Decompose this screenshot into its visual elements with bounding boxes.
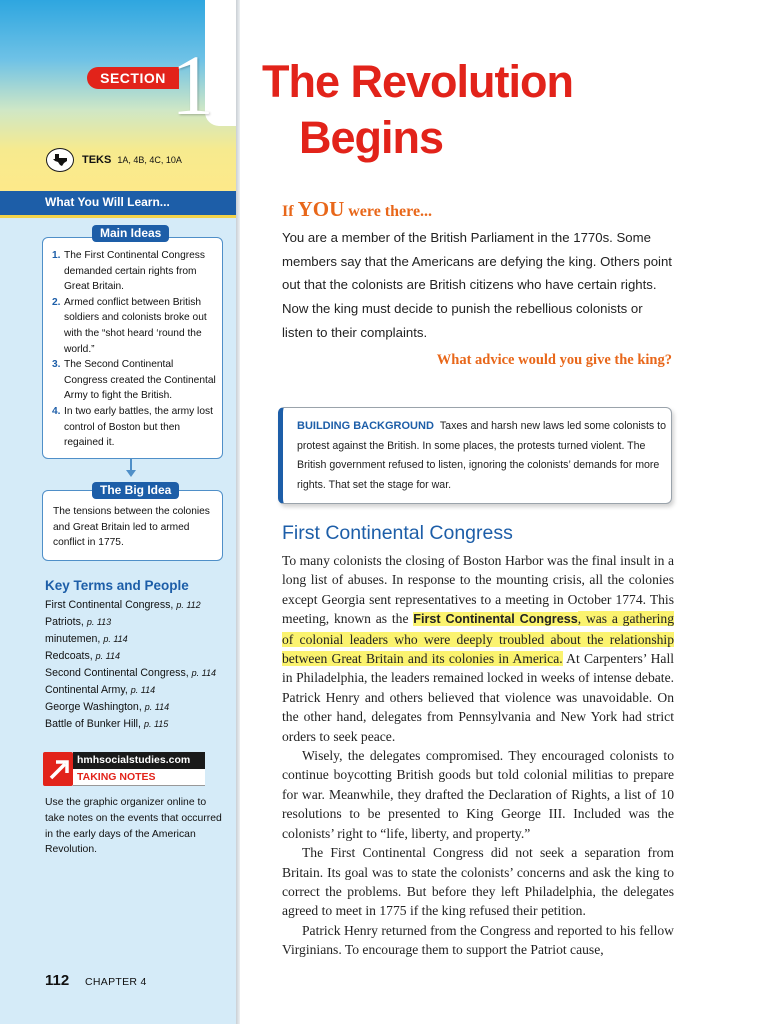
taking-notes-description: Use the graphic organizer online to take notes on the events that occurred in the early days of the American Revolution. xyxy=(45,797,222,856)
paragraph: Patrick Henry returned from the Congress and reported to his fellow Virginians. To encourage them to support the Patriot cause, xyxy=(282,922,674,958)
paragraph xyxy=(282,551,674,746)
main-ideas-tab: Main Ideas xyxy=(92,225,169,242)
key-term-page: p. 114 xyxy=(103,634,128,644)
hmh-site-label: hmhsocialstudies.com xyxy=(73,752,205,769)
paragraph: The First Continental Congress did not seek a separation from Britain. Its goal was to state the colonists’ concerns and ask the king to correct the problems. But before they left Philadelphia, the delegates agreed to meet in 1775 if the king refused their petition. xyxy=(282,845,674,919)
teks-row xyxy=(46,148,182,172)
key-term-page: p. 112 xyxy=(176,600,201,610)
page-number: 112 xyxy=(45,972,70,989)
key-term-item xyxy=(45,631,216,648)
key-term: minutemen, xyxy=(45,633,101,645)
key-term-item xyxy=(45,665,216,682)
key-term: Second Continental Congress, xyxy=(45,667,189,679)
paragraph-text: At Carpenters’ Hall in Philadelphia, the leaders remained locked in weeks of intense debate. Patrick Henry and others believed that violence was unavoidable. On the other hand, delegates from Pennsylvania and New York had strict orders to seek peace. xyxy=(282,651,675,744)
key-term: Continental Army, xyxy=(45,684,128,696)
key-term-item xyxy=(45,716,216,733)
taking-notes-link[interactable] xyxy=(43,752,205,788)
building-background-body: Taxes and harsh new laws led some colonists to protest against the British. In some places, the protests turned violent. The British government refused to listen, ignoring the colonists’ demands for more rights. That set the stage for war. xyxy=(297,420,667,491)
main-idea-number: 4. xyxy=(52,405,61,417)
main-idea-number: 2. xyxy=(52,296,61,308)
key-term: Redcoats, xyxy=(45,650,93,662)
key-term: George Washington, xyxy=(45,701,142,713)
key-term-item xyxy=(45,597,216,614)
main-idea-item xyxy=(52,295,218,357)
body-text xyxy=(282,551,674,960)
title-line-2: Begins xyxy=(299,112,444,163)
key-term: Patriots, xyxy=(45,616,84,628)
main-idea-item xyxy=(52,248,218,295)
teks-codes: 1A, 4B, 4C, 10A xyxy=(117,155,182,165)
main-idea-text: The Second Continental Congress created the Continental Army to fight the British. xyxy=(64,359,216,402)
arrow-down-icon xyxy=(126,470,136,477)
teks-label: TEKS xyxy=(82,154,112,166)
main-idea-text: In two early battles, the army lost control of Boston but then regained it. xyxy=(64,405,213,449)
section-number: 1 xyxy=(171,37,214,133)
main-idea-number: 3. xyxy=(52,359,61,371)
key-term-page: p. 114 xyxy=(95,651,121,661)
highlighted-definition: , was a gathering of colonial leaders who were deeply troubled about the relationship between Great Britain and its colonies in America. xyxy=(282,611,674,667)
big-idea-text: The tensions between the colonies and Great Britain led to armed conflict in 1775. xyxy=(53,506,210,549)
key-term: First Continental Congress, xyxy=(45,599,174,611)
key-term-page: p. 114 xyxy=(191,668,217,678)
title-line-1: The Revolution xyxy=(262,56,573,107)
big-idea-tab: The Big Idea xyxy=(92,482,179,499)
building-background-label: BUILDING BACKGROUND xyxy=(297,420,434,432)
key-term-item xyxy=(45,699,216,716)
main-idea-item xyxy=(52,404,218,451)
key-term-highlight: First Continental Congress xyxy=(413,612,578,627)
key-term-item xyxy=(45,648,216,665)
if-you-were-there-text: You are a member of the British Parliament in the 1770s. Some members say that the Americans are defying the king. Others point out that the colonists are British citizens who have certain rights. Now the king must decide to punish the rebellious colonists or listen to their complaints. xyxy=(282,230,672,340)
main-ideas-list xyxy=(52,248,218,451)
texas-icon xyxy=(46,148,74,172)
key-term-page: p. 113 xyxy=(86,617,112,627)
building-background-text xyxy=(297,417,667,495)
paragraph-text: To many colonists the closing of Boston Harbor was the final insult in a long list of abuses. In response to the mounting crisis, all the colonies except Georgia sent representatives to a meeting in October 1774. This meeting, known as the xyxy=(282,553,674,627)
if-you-were-there-question: What advice would you give the king? xyxy=(436,352,672,368)
page-title xyxy=(262,54,573,166)
section-heading: First Continental Congress xyxy=(282,522,513,544)
sidebar-edge xyxy=(236,0,240,1024)
iyw-if: If xyxy=(282,203,294,220)
key-term-page: p. 114 xyxy=(144,702,170,712)
main-idea-text: Armed conflict between British soldiers and colonists broke out with the “shot heard ‘round the world.” xyxy=(64,296,207,355)
what-you-will-learn-bar xyxy=(0,191,236,218)
section-badge: SECTION xyxy=(87,67,179,89)
main-idea-text: The First Continental Congress demanded certain rights from Great Britain. xyxy=(64,250,205,293)
external-link-icon xyxy=(43,752,73,786)
key-term-item xyxy=(45,614,216,631)
key-term-page: p. 114 xyxy=(130,685,156,695)
main-idea-item xyxy=(52,357,218,404)
what-you-will-learn-label: What You Will Learn... xyxy=(45,195,170,209)
main-idea-number: 1. xyxy=(52,250,61,261)
if-you-were-there-heading xyxy=(282,197,432,222)
key-terms-list xyxy=(45,597,216,733)
iyw-rest: were there... xyxy=(348,203,433,220)
taking-notes-label: TAKING NOTES xyxy=(73,769,205,786)
paragraph: Wisely, the delegates compromised. They encouraged colonists to continue boycotting British goods but told colonial militias to prepare for war. Meanwhile, they drafted the Declaration of Rights, a list of 10 resolutions to be presented to King George III. Included was the colonists’ right to “life, liberty, and property.” xyxy=(282,748,674,841)
key-term-page: p. 115 xyxy=(143,719,169,729)
key-term-item xyxy=(45,682,216,699)
key-term: Battle of Bunker Hill, xyxy=(45,718,141,730)
chapter-label: CHAPTER 4 xyxy=(85,976,147,988)
key-terms-heading: Key Terms and People xyxy=(45,578,189,593)
iyw-you: YOU xyxy=(297,197,345,221)
